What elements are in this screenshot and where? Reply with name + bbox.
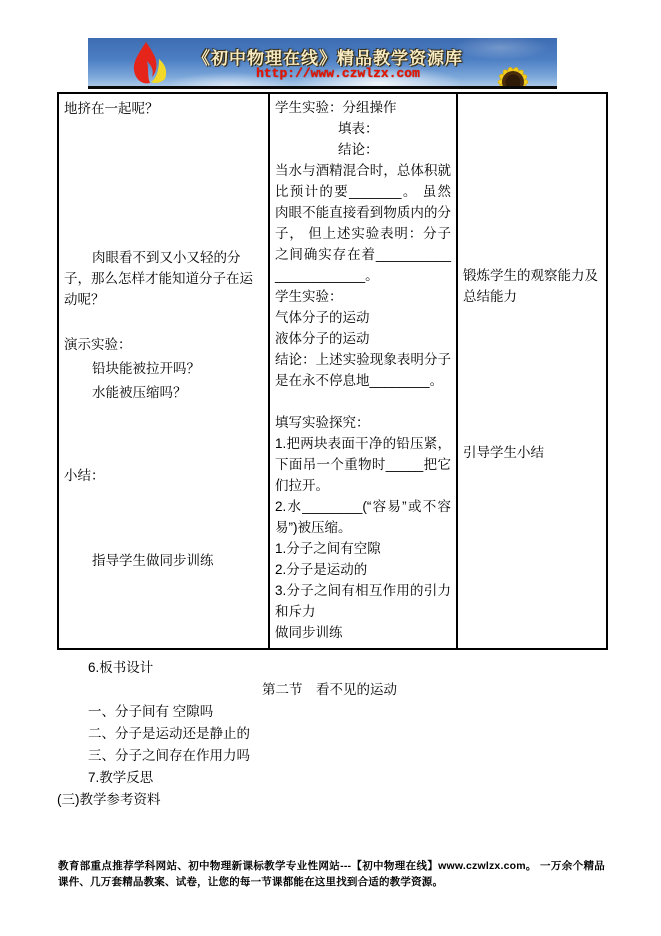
text-line: 做同步训练 [275,625,343,640]
text-line: 肉眼看不到又小又轻的分子，那么怎样才能知道分子在运动呢？ [64,250,253,307]
section-heading: 7.教学反思 [88,770,154,785]
outline-item: 二、分子是运动还是静止的 [88,726,250,741]
lesson-plan-table [57,92,608,650]
section-heading: (三)教学参考资料 [57,792,161,807]
text-line: 3.分子之间有相互作用的引力和斥力 [275,583,451,619]
text-line: 指导学生做同步训练 [92,553,214,568]
table-row [58,93,607,649]
text-line: 引导学生小结 [463,445,544,460]
outline-item: 三、分子之间存在作用力吗 [88,748,250,763]
student-activity-cell [269,93,457,649]
text-line: 小结： [64,468,105,483]
text-line: 锻炼学生的观察能力及总结能力 [463,268,598,304]
outline-item: 一、分子间有 空隙吗 [88,704,214,719]
sunflower-icon [483,52,549,89]
text-line: 填表： [338,121,379,136]
board-design-section [57,657,602,811]
section-heading: 6.板书设计 [88,660,154,675]
footer-promo-text: 教育部重点推荐学科网站、初中物理新课标教学专业性网站---【初中物理在线】www.czwlzx.com。 一万余个精品课件、几万套精品教案、试卷，让您的每一节课都能在这里找到合适的教学资源。 [58,860,605,888]
text-line: 填写实验探究： [275,415,370,430]
text-line: 气体分子的运动 [275,310,370,325]
site-logo-flame-icon [122,41,186,87]
fill-blank-paragraph: 当水与酒精混合时，总体积就比预计的要_______。 虽然肉眼不能直接看到物质内的分子， 但上述实验表明：分子之间确实存在着______________________。 [275,163,451,283]
text-line: 水能被压缩吗？ [92,385,187,400]
text-line: 结论： [338,142,379,157]
teacher-activity-cell [58,93,269,649]
text-line: 学生实验：分组操作 [275,100,397,115]
text-line: 学生实验： [275,289,343,304]
banner-url: http://www.czwlzx.com [256,66,420,81]
text-line: 2.分子是运动的 [275,562,368,577]
site-banner [88,38,557,89]
lesson-title: 第二节 看不见的运动 [262,682,397,697]
text-line: 液体分子的运动 [275,331,370,346]
fill-blank-paragraph: 2.水________(“容易”或不容易”)被压缩。 [275,499,451,535]
fill-blank-paragraph: 1.把两块表面干净的铅压紧，下面吊一个重物时_____把它们拉开。 [275,436,451,493]
text-line: 1.分子之间有空隙 [275,541,381,556]
text-line: 地挤在一起呢？ [64,101,159,116]
text-line: 铅块能被拉开吗？ [92,361,200,376]
text-line: 演示实验： [64,337,132,352]
banner-title: 《初中物理在线》精品教学资源库 [193,49,463,68]
design-intent-cell [457,93,607,649]
fill-blank-paragraph: 结论：上述实验现象表明分子是在永不停息地________。 [275,352,451,388]
